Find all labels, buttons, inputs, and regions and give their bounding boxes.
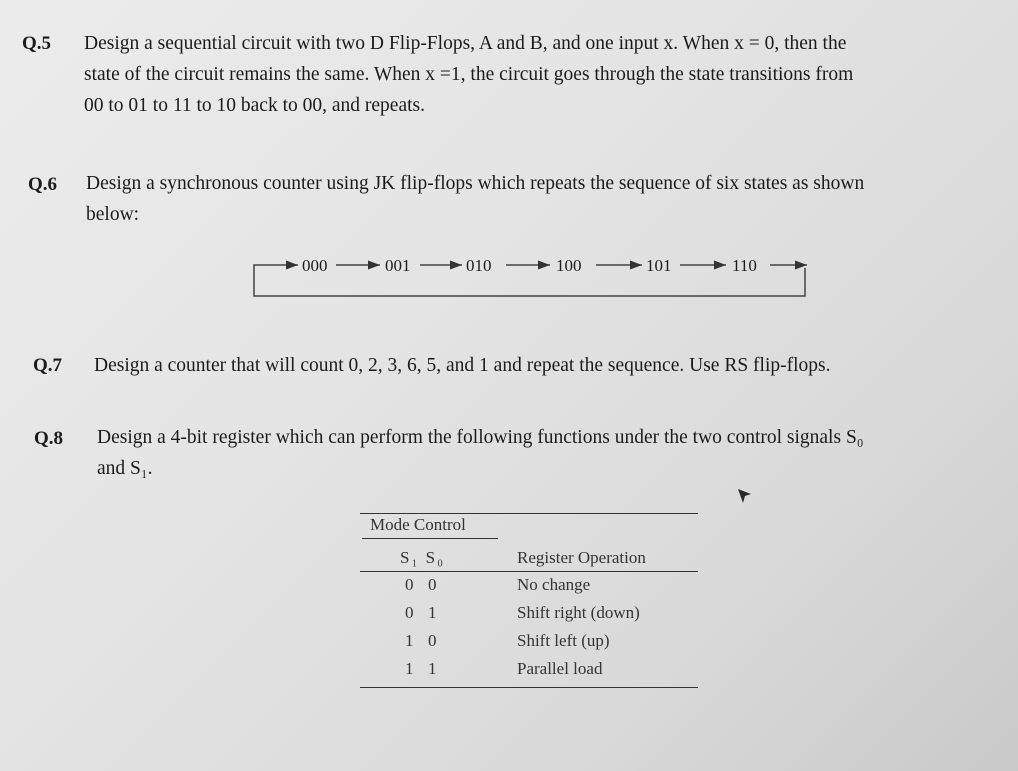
row-2-s0: 1 xyxy=(428,603,437,622)
state-001: 001 xyxy=(385,256,411,275)
mode-header-rule xyxy=(362,538,498,539)
q8-text xyxy=(97,422,977,484)
state-101: 101 xyxy=(646,256,672,275)
q6-line-1: Design a synchronous counter using JK flip-flops which repeats the sequence of six states as shown xyxy=(86,173,865,194)
state-100: 100 xyxy=(556,256,582,275)
register-mode-table xyxy=(360,505,700,695)
row-1-s0: 0 xyxy=(428,575,437,594)
state-sequence-arrows xyxy=(250,248,810,300)
q6-text xyxy=(86,168,986,230)
q5-line-2: state of the circuit remains the same. When x =1, the circuit goes through the state transitions from xyxy=(84,64,854,85)
header-bottom-rule xyxy=(360,571,698,572)
mode-control-header: Mode Control xyxy=(370,515,466,534)
state-110: 110 xyxy=(732,256,757,275)
q6-line-2: below: xyxy=(86,204,140,225)
row-3-s1: 1 xyxy=(405,631,414,650)
q8-line-2: and S₁. xyxy=(97,458,153,479)
q8-line-1: Design a 4-bit register which can perform the following functions under the two control signals S₀ xyxy=(97,427,864,448)
row-1-s1: 0 xyxy=(405,575,414,594)
q7-text: Design a counter that will count 0, 2, 3, 6, 5, and 1 and repeat the sequence. Use RS flip-flops. xyxy=(94,355,831,376)
q6-number: Q.6 xyxy=(28,174,58,195)
table-top-rule xyxy=(360,513,698,514)
state-010: 010 xyxy=(466,256,492,275)
row-4-s1: 1 xyxy=(405,659,414,678)
q5-number: Q.5 xyxy=(22,33,52,54)
mouse-cursor-icon xyxy=(737,488,753,506)
select-header: S₁ S₀ xyxy=(400,548,446,567)
q5-line-1: Design a sequential circuit with two D Flip-Flops, A and B, and one input x. When x = 0, then the xyxy=(84,33,847,54)
row-3-s0: 0 xyxy=(428,631,437,650)
state-000: 000 xyxy=(302,256,328,275)
q7-number: Q.7 xyxy=(33,355,63,376)
table-bottom-rule xyxy=(360,687,698,688)
q5-text xyxy=(84,28,994,121)
state-sequence-diagram xyxy=(250,248,810,300)
row-4-op: Parallel load xyxy=(517,659,603,678)
row-4-s0: 1 xyxy=(428,659,437,678)
q8-number: Q.8 xyxy=(34,428,64,449)
row-1-op: No change xyxy=(517,575,591,594)
register-operation-header: Register Operation xyxy=(517,548,646,567)
q5-line-3: 00 to 01 to 11 to 10 back to 00, and repeats. xyxy=(84,95,426,116)
row-3-op: Shift left (up) xyxy=(517,631,610,650)
row-2-s1: 0 xyxy=(405,603,414,622)
row-2-op: Shift right (down) xyxy=(517,603,640,622)
